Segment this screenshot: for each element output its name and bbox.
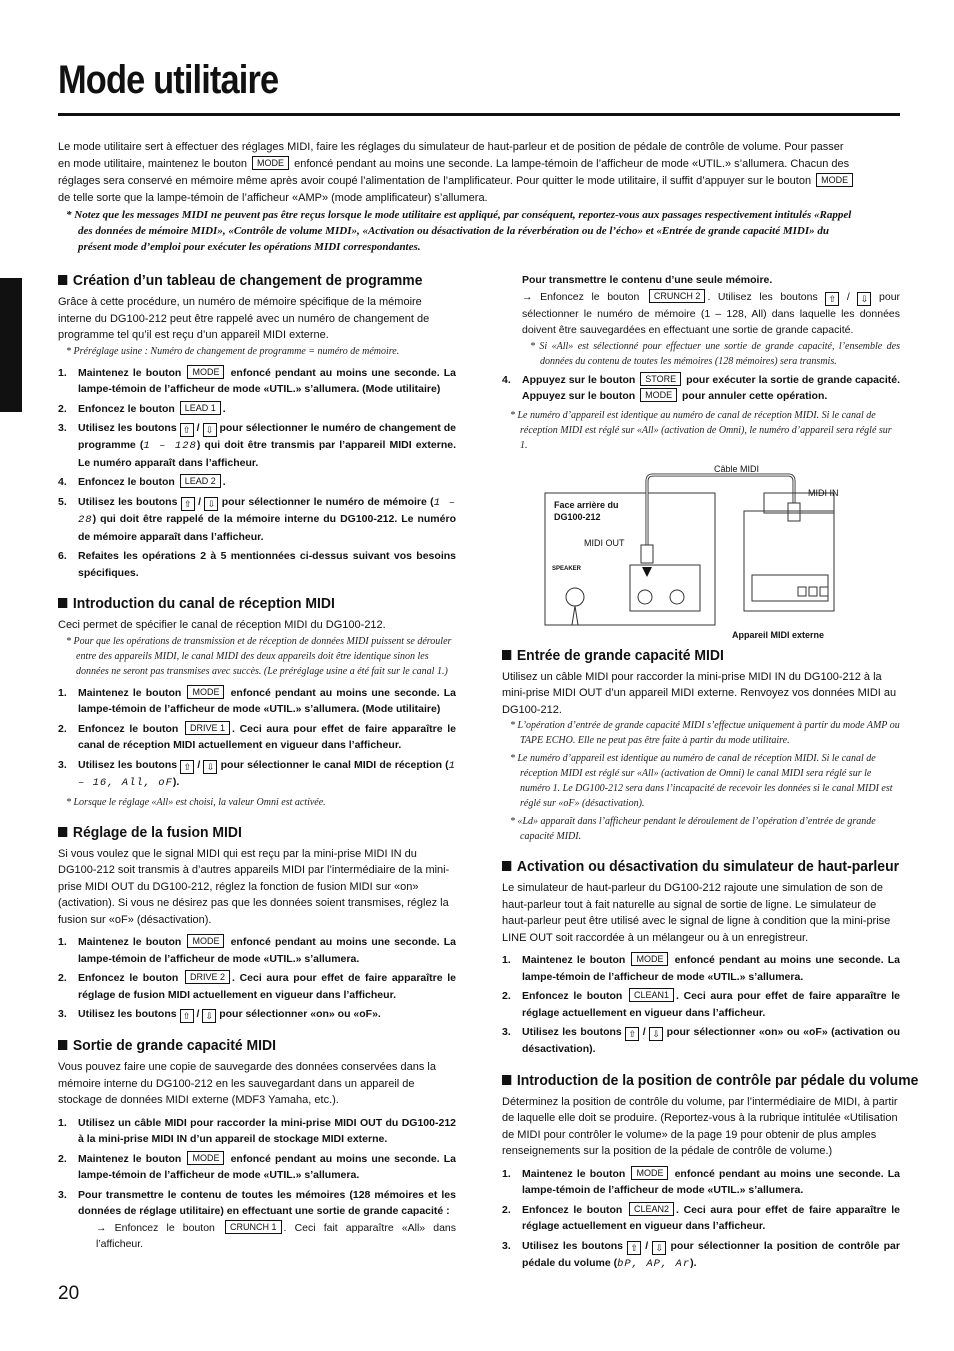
section-heading: Réglage de la fusion MIDI [58,824,428,842]
section-bulk-in [502,647,900,845]
step: 1. Maintenez le bouton MODE enfoncé pendant au moins une seconde. La lampe-témoin de l’afficheur de mode «UTIL.» s’allumera. [502,954,900,983]
step: 2. Enfoncez le bouton CLEAN2 . Ceci aura pour effet de faire apparaître le réglage actuellement en vigueur dans l’afficheur. [502,1203,901,1232]
section-note: * Pour que les opérations de transmission et de réception de données MIDI puissent se dérouler entre des appareils MIDI, le canal MIDI des deux appareils doit être identique sinon les données ne seront pas transmises avec succès. (Le préréglage usine a été fait sur le canal 1.) [66,635,452,677]
step-list [58,1115,456,1253]
step: 1. Maintenez le bouton MODE enfoncé pendant au moins une seconde. La lampe-témoin de l’afficheur de mode «UTIL.» s’allumera. (Mode utilitaire) [58,686,456,715]
section-bulk-out [58,1037,456,1253]
step-list [502,952,900,1058]
midi-in-label: MIDI IN [808,487,839,498]
section-midi-merge [58,824,456,1024]
step: 1. Maintenez le bouton MODE enfoncé pendant au moins une seconde. La lampe-témoin de l’afficheur de mode «UTIL.» s’allumera. [502,1167,900,1196]
left-column [58,272,456,1256]
step: 3. Utilisez les boutons ⇧ / ⇩ pour sélectionner «on» ou «oF». [58,1008,381,1021]
midi-out-label: MIDI OUT [584,537,625,548]
title-rule [58,113,900,116]
cable-label: Câble MIDI [714,463,760,474]
down-arrow-icon: ⇩ [203,423,217,437]
square-bullet-icon [58,827,67,837]
down-arrow-icon: ⇩ [203,760,217,774]
step: 4. Appuyez sur le bouton STORE pour exécuter la sortie de grande capacité. Appuyez sur le bouton MODE pour annuler cette opération. [502,373,900,402]
page-title: Mode utilitaire [58,58,279,102]
up-arrow-icon: ⇧ [180,1009,194,1023]
section-speaker-simulator [502,858,900,1058]
step: 2. Enfoncez le bouton DRIVE 2 . Ceci aura pour effet de faire apparaître le réglage de fusion MIDI actuellement en vigueur dans l’afficheur. [58,972,457,1001]
intro-block [58,139,858,255]
substep: → Enfoncez le bouton CRUNCH 1 . Ceci fait apparaître «All» dans l’afficheur. [96,1221,457,1250]
step: 3. Utilisez les boutons ⇧ / ⇩ pour sélectionner le numéro de changement de programme (1 – 128) qui doit être transmis par l’appareil MIDI externe. Le numéro apparaît dans l’afficheur. [58,422,457,469]
square-bullet-icon [58,275,67,285]
section-heading: Entrée de grande capacité MIDI [502,647,872,665]
section-heading: Activation ou désactivation du simulateur de haut-parleur [502,858,872,876]
step: 1. Utilisez un câble MIDI pour raccorder la mini-prise MIDI OUT du DG100-212 à la mini-prise MIDI IN d’un appareil de stockage MIDI externe. [58,1116,456,1145]
intro-note: * Notez que les messages MIDI ne peuvent pas être reçus lorsque le mode utilitaire est appliqué, par conséquent, reportez-vous aux passages respectivement intitulés «Rappel des données de mémoire MIDI», «Contrôle de volume MIDI», «Activation ou désactivation de la réverbération ou de l’écho» et «Entrée de grande capacité MIDI» du présent mode d’emploi pour exécuter les opérations MIDI correspondantes. [66,209,852,253]
section-body: Si vous voulez que le signal MIDI qui est reçu par la mini-prise MIDI IN du DG100-212 soit transmis à d’autres appareils MIDI par l’intermédiaire de la mini-prise MIDI OUT du DG100-212, réglez la fonction de fusion MIDI sur «on» (activation). Si vous ne désirez pas que les données soient transmises, réglez la fusion sur «oF» (désactivation). [58,847,450,926]
external-device-label: Appareil MIDI externe [732,629,825,640]
rear-panel-label: Face arrière du DG100-212 [554,499,619,522]
mode-button-label: MODE [816,173,853,187]
step: 2. Enfoncez le bouton CLEAN1 . Ceci aura pour effet de faire apparaître le réglage actuellement en vigueur dans l’afficheur. [502,990,901,1019]
right-column [502,272,919,1275]
step: 6. Refaites les opérations 2 à 5 mentionnées ci-dessus suivant vos besoins spécifiques. [58,550,456,579]
step: 3. Utilisez les boutons ⇧ / ⇩ pour sélectionner la position de contrôle par pédale du volume (bP, AP, Ar). [502,1239,900,1270]
step: 2. Enfoncez le bouton LEAD 1 . [58,402,226,415]
section-heading: Création d’un tableau de changement de programme [58,272,428,290]
square-bullet-icon [502,1075,511,1085]
section-body: Grâce à cette procédure, un numéro de mémoire spécifique de la mémoire interne du DG100-212 peut être rappelé avec un numéro de changement de programme tel qu’il est reçu d’un appareil MIDI externe. [58,296,430,341]
step: 3. Pour transmettre le contenu de toutes les mémoires (128 mémoires et les données de réglage utilitaire) en effectuant une sortie de grande capacité : → Enfoncez le bouton CRUNCH 1 . Ceci fait apparaître «All» dans l’afficheur. [58,1187,456,1253]
down-arrow-icon: ⇩ [204,497,218,511]
up-arrow-icon: ⇧ [625,1027,639,1041]
section-note: * Le numéro d’appareil est identique au numéro de canal de réception MIDI. Si le canal de réception MIDI est réglé sur «All» (activation de Omni), le numéro d’appareil sera réglé sur 1. [510,409,892,451]
step: Pour transmettre le contenu d’une seule mémoire. → Enfoncez le bouton CRUNCH 2 . Utilisez les boutons ⇧ / ⇩ pour sélectionner le numéro de mémoire (1 – 128, All) dans laquelle les données doivent être sauvegardées en effectuant une sortie de grande capacité. * Si «All» est sélectionné pour effectuer une sortie de grande capacité, l’ensemble des données du contenu de toutes les mémoires (128 mémoires) sera transmis. [522,274,901,367]
step-list [58,685,456,792]
section-volume-pedal [502,1071,919,1273]
up-arrow-icon: ⇧ [180,423,194,437]
square-bullet-icon [58,1040,67,1050]
down-arrow-icon: ⇩ [649,1027,663,1041]
section-program-change [58,272,456,581]
down-arrow-icon: ⇩ [857,292,871,306]
substep-note: * Si «All» est sélectionné pour effectuer une sortie de grande capacité, l’ensemble des données du contenu de toutes les mémoires (128 mémoires) sera transmis. [530,340,900,367]
up-arrow-icon: ⇧ [180,760,194,774]
step: 2. Enfoncez le bouton DRIVE 1 . Ceci aura pour effet de faire apparaître le canal de réception MIDI actuellement en vigueur dans l’afficheur. [58,722,457,751]
section-midi-channel [58,595,456,810]
section-note: * Le numéro d’appareil est identique au numéro de canal de réception MIDI. Si le canal de réception MIDI est réglé sur «All» (activation de Omni) le canal MIDI sera réglé sur le numéro 1. Le DG100-212 sera dans l’incapacité de recevoir les données si le canal MIDI est réglé sur «oF» (désactivation). [510,753,893,809]
step: 3. Utilisez les boutons ⇧ / ⇩ pour sélectionner le canal MIDI de réception (1 – 16, All, oF). [58,758,456,789]
step: 5. Utilisez les boutons ⇧ / ⇩ pour sélectionner le numéro de mémoire (1 – 28) qui doit être rappelé de la mémoire interne du DG100-212. Le numéro de mémoire apparaît dans l’afficheur. [58,495,457,543]
step-list [58,365,456,582]
substep: → Enfoncez le bouton CRUNCH 2 . Utilisez les boutons ⇧ / ⇩ pour sélectionner le numéro de mémoire (1 – 128, All) dans laquelle les données doivent être sauvegardées en effectuant une sortie de grande capacité. [522,290,901,336]
section-note: * «Ld» apparaît dans l’afficheur pendant le déroulement de l’opération d’entrée de grande capacité MIDI. [510,816,876,842]
section-body: Déterminez la position de contrôle du volume, par l’intermédiaire de MIDI, à partir de laquelle elle doit se produire. (Reportez-vous à la rubrique intitulée «Utilisation de MIDI pour contrôler le volume» de la page 19 pour obtenir de plus amples renseignements sur la position de la pédale de contrôle de volume.) [502,1095,898,1157]
down-arrow-icon: ⇩ [202,1009,216,1023]
square-bullet-icon [502,861,511,871]
step: 3. Utilisez les boutons ⇧ / ⇩ pour sélectionner «on» ou «oF» (activation ou désactivation). [502,1026,900,1055]
up-arrow-icon: ⇧ [627,1241,641,1255]
speaker-label: SPEAKER [552,565,582,572]
section-heading: Introduction de la position de contrôle par pédale du volume [502,1072,872,1090]
section-body: Ceci permet de spécifier le canal de réception MIDI du DG100-212. [58,619,386,631]
step-list-continued [502,272,900,405]
section-note: * Lorsque le réglage «All» est choisi, la valeur Omni est activée. [66,796,326,808]
step: 4. Enfoncez le bouton LEAD 2 . [58,476,226,488]
square-bullet-icon [502,650,511,660]
section-heading: Sortie de grande capacité MIDI [58,1037,428,1055]
step: 1. Maintenez le bouton MODE enfoncé pendant au moins une seconde. La lampe-témoin de l’afficheur de mode «UTIL.» s’allumera. (Mode utilitaire) [58,366,456,395]
page-number: 20 [58,1283,80,1304]
up-arrow-icon: ⇧ [181,497,195,511]
up-arrow-icon: ⇧ [825,292,839,306]
section-body: Utilisez un câble MIDI pour raccorder la mini-prise MIDI IN du DG100-212 à la mini-prise MIDI OUT d’un appareil MIDI externe. Renvoyez vos données MIDI au DG100-212. [502,670,897,716]
section-note: * L’opération d’entrée de grande capacité MIDI s’effectue uniquement à partir du mode AMP ou TAPE ECHO. Elle ne peut pas être faite à partir du mode utilitaire. [510,720,900,746]
section-note: * Préréglage usine : Numéro de changement de programme = numéro de mémoire. [66,345,400,357]
down-arrow-icon: ⇩ [652,1241,666,1255]
mode-button-label: MODE [252,156,289,170]
step: 1. Maintenez le bouton MODE enfoncé pendant au moins une seconde. La lampe-témoin de l’afficheur de mode «UTIL.» s’allumera. [58,936,456,965]
section-tab-marker [0,278,22,412]
midi-connection-diagram [502,463,900,640]
intro-paragraph: Le mode utilitaire sert à effectuer des réglages MIDI, faire les réglages du simulateur de haut-parleur et de position de pédale de contrôle de volume. Pour passer en mode utilitaire, maintenez le bouton MODE enfoncé pendant au moins une seconde. La lampe-témoin de l’afficheur de mode «UTIL.» s’allumera. Chacun des réglages sera conservé en mémoire même après avoir coupé l’alimentation de l’amplificateur. Pour quitter le mode utilitaire, il suffit d’appuyer sur le bouton MODE de telle sorte que la lampe-témoin de l’afficheur «AMP» (mode amplificateur) s’allumera. [58,139,858,207]
midi-cable-drawing [502,463,900,633]
step: 2. Maintenez le bouton MODE enfoncé pendant au moins une seconde. La lampe-témoin de l’afficheur de mode «UTIL.» s’allumera. [58,1152,456,1181]
section-heading: Introduction du canal de réception MIDI [58,595,428,613]
step-list [502,1166,900,1273]
section-body: Vous pouvez faire une copie de sauvegarde des données conservées dans la mémoire interne du DG100-212 en les sauvegardant dans un appareil de stockage de données MIDI externe (MDF3 Yamaha, etc.). [58,1061,436,1106]
step-list [58,934,456,1023]
section-body: Le simulateur de haut-parleur du DG100-212 rajoute une simulation de son de haut-parleur tout à fait naturelle au signal de sortie de ligne. Le simulateur de haut-parleur peut être utilisé avec le signal de ligne à condition que la mini-prise LINE OUT soit raccordée à un mélangeur ou à un enregistreur. [502,882,891,944]
square-bullet-icon [58,598,67,608]
